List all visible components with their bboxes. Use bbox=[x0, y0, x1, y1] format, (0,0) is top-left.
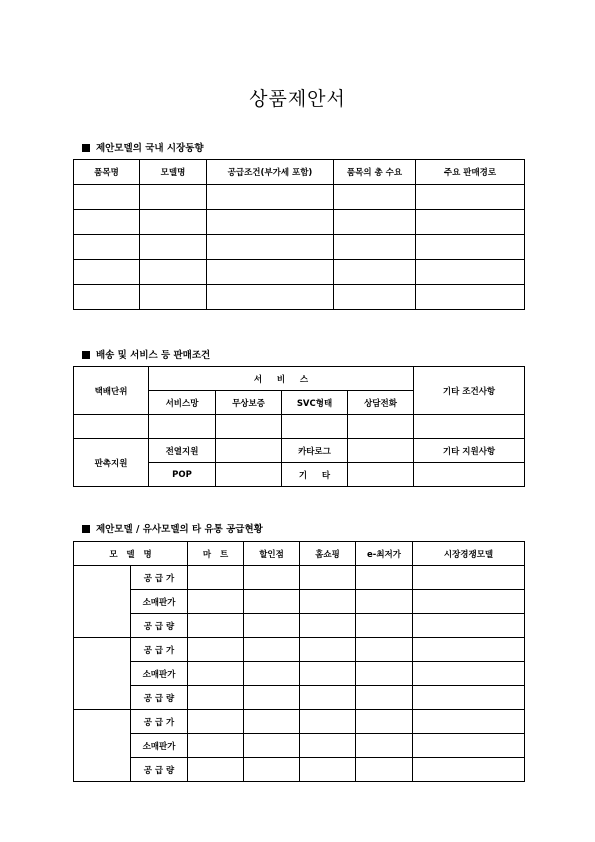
header-supply-terms: 공급조건(부가세 포함) bbox=[207, 160, 334, 185]
header-competitor-model: 시장경쟁모델 bbox=[413, 542, 525, 566]
table-cell[interactable] bbox=[413, 734, 525, 758]
row-label-supply-volume: 공 급 량 bbox=[131, 614, 188, 638]
table-row bbox=[74, 566, 525, 590]
table-cell[interactable] bbox=[300, 734, 356, 758]
table-cell[interactable] bbox=[74, 285, 140, 310]
table-cell[interactable] bbox=[334, 235, 416, 260]
table-cell[interactable] bbox=[216, 415, 282, 439]
table-cell[interactable] bbox=[216, 439, 282, 463]
table-cell[interactable] bbox=[300, 590, 356, 614]
header-model-name: 모델명 bbox=[140, 160, 207, 185]
header-e-lowest-price: e-최저가 bbox=[356, 542, 413, 566]
table-cell[interactable] bbox=[140, 260, 207, 285]
table-cell[interactable] bbox=[334, 185, 416, 210]
svc-type-label: SVC형태 bbox=[282, 391, 348, 415]
table-cell[interactable] bbox=[356, 590, 413, 614]
table-cell[interactable] bbox=[413, 614, 525, 638]
table-cell[interactable] bbox=[356, 638, 413, 662]
square-bullet-icon bbox=[82, 351, 90, 359]
row-label-retail-price: 소매판가 bbox=[131, 662, 188, 686]
table-cell[interactable] bbox=[74, 260, 140, 285]
table-cell[interactable] bbox=[140, 285, 207, 310]
table-cell[interactable] bbox=[244, 590, 300, 614]
header-item-name: 품목명 bbox=[74, 160, 140, 185]
table-cell[interactable] bbox=[416, 285, 525, 310]
table-cell[interactable] bbox=[188, 686, 244, 710]
table-cell[interactable] bbox=[140, 185, 207, 210]
sales-conditions-row bbox=[74, 367, 525, 391]
table-cell[interactable] bbox=[413, 710, 525, 734]
table-cell[interactable] bbox=[413, 638, 525, 662]
display-support-label: 전열지원 bbox=[149, 439, 216, 463]
table-cell[interactable] bbox=[413, 590, 525, 614]
table-cell[interactable] bbox=[188, 590, 244, 614]
table-cell[interactable] bbox=[414, 415, 525, 439]
table-cell[interactable] bbox=[300, 638, 356, 662]
table-cell[interactable] bbox=[334, 260, 416, 285]
table-cell[interactable] bbox=[188, 662, 244, 686]
table-cell[interactable] bbox=[244, 734, 300, 758]
table-cell[interactable] bbox=[334, 285, 416, 310]
table-row bbox=[74, 439, 525, 463]
other-conditions-label: 기타 조건사항 bbox=[414, 367, 525, 415]
header-total-demand: 품목의 총 수요 bbox=[334, 160, 416, 185]
table-row bbox=[74, 734, 525, 758]
table-row bbox=[74, 285, 525, 310]
table-cell[interactable] bbox=[244, 758, 300, 782]
distribution-header-row bbox=[74, 542, 525, 566]
table-row bbox=[74, 185, 525, 210]
table-row bbox=[74, 614, 525, 638]
sales-support-label: 판촉지원 bbox=[74, 439, 149, 487]
table-row bbox=[74, 662, 525, 686]
table-row bbox=[74, 590, 525, 614]
row-label-supply-price: 공 급 가 bbox=[131, 710, 188, 734]
table-cell[interactable] bbox=[348, 439, 414, 463]
table-cell[interactable] bbox=[188, 758, 244, 782]
section3-heading-text: 제안모델 / 유사모델의 타 유통 공급현황 bbox=[96, 524, 263, 535]
table-row bbox=[74, 638, 525, 662]
table-cell[interactable] bbox=[300, 662, 356, 686]
table-row bbox=[74, 210, 525, 235]
table-cell[interactable] bbox=[300, 566, 356, 590]
table-cell[interactable] bbox=[74, 210, 140, 235]
section2-heading-text: 배송 및 서비스 등 판매조건 bbox=[96, 350, 211, 361]
delivery-unit-label: 택배단위 bbox=[74, 367, 149, 415]
table-cell[interactable] bbox=[74, 415, 149, 439]
model-name-cell[interactable] bbox=[74, 710, 131, 782]
table-cell[interactable] bbox=[207, 185, 334, 210]
row-label-supply-volume: 공 급 량 bbox=[131, 758, 188, 782]
table-cell[interactable] bbox=[356, 734, 413, 758]
market-trend-table bbox=[73, 159, 525, 310]
table-row bbox=[74, 686, 525, 710]
table-cell[interactable] bbox=[244, 710, 300, 734]
table-cell[interactable] bbox=[149, 415, 216, 439]
other-support-label: 기타 지원사항 bbox=[414, 439, 525, 463]
distribution-supply-table bbox=[73, 541, 525, 782]
header-mart: 마 트 bbox=[188, 542, 244, 566]
table-cell[interactable] bbox=[244, 638, 300, 662]
header-sales-channel: 주요 판매경로 bbox=[416, 160, 525, 185]
table-cell[interactable] bbox=[140, 210, 207, 235]
table-cell[interactable] bbox=[282, 415, 348, 439]
table-cell[interactable] bbox=[300, 614, 356, 638]
row-label-retail-price: 소매판가 bbox=[131, 734, 188, 758]
table-cell[interactable] bbox=[244, 614, 300, 638]
table-cell[interactable] bbox=[74, 185, 140, 210]
table-cell[interactable] bbox=[207, 260, 334, 285]
table-cell[interactable] bbox=[300, 710, 356, 734]
catalog-label: 카타로그 bbox=[282, 439, 348, 463]
table-cell[interactable] bbox=[216, 463, 282, 487]
header-discount-store: 할인점 bbox=[244, 542, 300, 566]
table-cell[interactable] bbox=[356, 686, 413, 710]
table-cell[interactable] bbox=[413, 758, 525, 782]
row-label-supply-volume: 공 급 량 bbox=[131, 686, 188, 710]
table-cell[interactable] bbox=[356, 614, 413, 638]
table-cell[interactable] bbox=[188, 638, 244, 662]
table-row bbox=[74, 710, 525, 734]
section1-heading-text: 제안모델의 국내 시장동향 bbox=[96, 143, 204, 154]
table-cell[interactable] bbox=[188, 566, 244, 590]
row-label-retail-price: 소매판가 bbox=[131, 590, 188, 614]
model-name-cell[interactable] bbox=[74, 566, 131, 638]
table-row bbox=[74, 415, 525, 439]
model-name-cell[interactable] bbox=[74, 638, 131, 710]
table-cell[interactable] bbox=[416, 235, 525, 260]
row-label-supply-price: 공 급 가 bbox=[131, 638, 188, 662]
table-cell[interactable] bbox=[207, 210, 334, 235]
table-cell[interactable] bbox=[207, 235, 334, 260]
table-cell[interactable] bbox=[413, 662, 525, 686]
square-bullet-icon bbox=[82, 144, 90, 152]
table-cell[interactable] bbox=[416, 185, 525, 210]
table-cell[interactable] bbox=[74, 235, 140, 260]
section2-heading bbox=[82, 347, 210, 361]
header-model: 모 델 명 bbox=[74, 542, 188, 566]
table-cell[interactable] bbox=[244, 566, 300, 590]
table-cell[interactable] bbox=[356, 710, 413, 734]
page-title: 상품제안서 bbox=[249, 88, 346, 110]
table-cell[interactable] bbox=[413, 566, 525, 590]
free-warranty-label: 무상보증 bbox=[216, 391, 282, 415]
table-cell[interactable] bbox=[356, 758, 413, 782]
table-row bbox=[74, 235, 525, 260]
header-home-shopping: 홈쇼핑 bbox=[300, 542, 356, 566]
service-label: 서 비 스 bbox=[149, 367, 414, 391]
pop-label: POP bbox=[149, 463, 216, 487]
section3-heading bbox=[82, 521, 263, 535]
table-row bbox=[74, 758, 525, 782]
table-cell[interactable] bbox=[300, 758, 356, 782]
table-cell[interactable] bbox=[356, 566, 413, 590]
table-cell[interactable] bbox=[188, 734, 244, 758]
consult-phone-label: 상담전화 bbox=[348, 391, 414, 415]
row-label-supply-price: 공 급 가 bbox=[131, 566, 188, 590]
table-cell[interactable] bbox=[244, 686, 300, 710]
table-cell[interactable] bbox=[416, 260, 525, 285]
table-cell[interactable] bbox=[348, 415, 414, 439]
table-cell[interactable] bbox=[188, 710, 244, 734]
table-cell[interactable] bbox=[207, 285, 334, 310]
square-bullet-icon bbox=[82, 525, 90, 533]
table-row bbox=[74, 260, 525, 285]
table-cell[interactable] bbox=[300, 686, 356, 710]
table-cell[interactable] bbox=[140, 235, 207, 260]
table-cell[interactable] bbox=[416, 210, 525, 235]
table-cell[interactable] bbox=[188, 614, 244, 638]
service-network-label: 서비스망 bbox=[149, 391, 216, 415]
market-trend-header-row bbox=[74, 160, 525, 185]
table-cell[interactable] bbox=[348, 463, 414, 487]
table-cell[interactable] bbox=[414, 463, 525, 487]
etc-label: 기 타 bbox=[282, 463, 348, 487]
sales-conditions-table bbox=[73, 366, 525, 487]
table-cell[interactable] bbox=[413, 686, 525, 710]
table-cell[interactable] bbox=[334, 210, 416, 235]
table-cell[interactable] bbox=[356, 662, 413, 686]
section1-heading bbox=[82, 140, 204, 154]
table-cell[interactable] bbox=[244, 662, 300, 686]
